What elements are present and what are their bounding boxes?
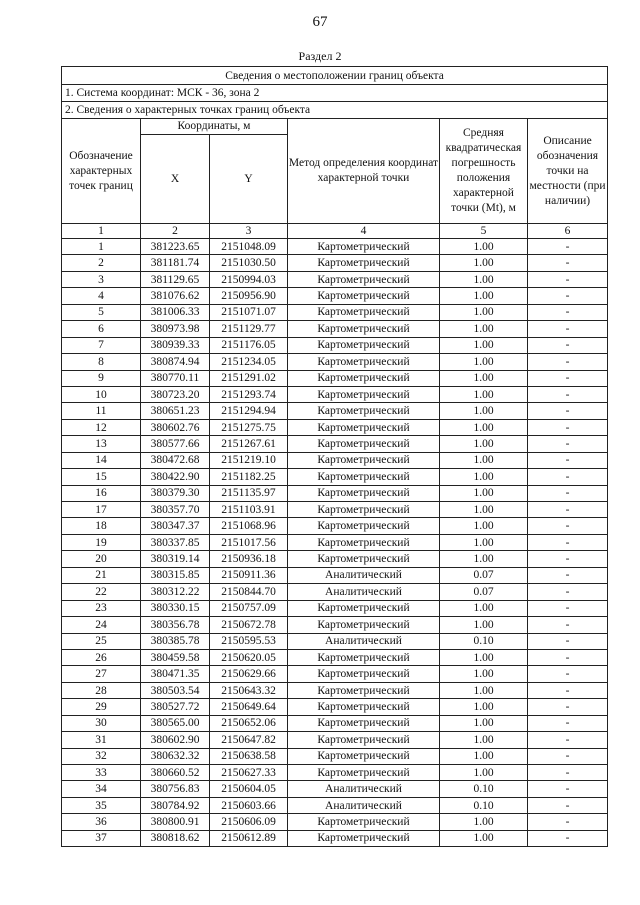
cell-description: -: [528, 600, 608, 616]
cell-point: 1: [62, 239, 141, 255]
cell-error: 1.00: [440, 617, 528, 633]
cell-method: Картометрический: [288, 699, 440, 715]
cell-error: 1.00: [440, 337, 528, 353]
table-row: [62, 469, 608, 485]
cell-point: 34: [62, 781, 141, 797]
page-number: 67: [312, 14, 328, 30]
cell-point: 35: [62, 797, 141, 813]
column-number: 6: [528, 224, 608, 239]
cell-description: -: [528, 781, 608, 797]
cell-point: 36: [62, 814, 141, 830]
cell-y: 2150757.09: [210, 600, 288, 616]
cell-method: Картометрический: [288, 452, 440, 468]
cell-method: Картометрический: [288, 403, 440, 419]
coord-system: 1. Система координат: МСК - 36, зона 2: [62, 85, 608, 102]
boundary-points-table: [61, 66, 608, 847]
cell-description: -: [528, 715, 608, 731]
cell-x: 380939.33: [141, 337, 210, 353]
cell-error: 1.00: [440, 666, 528, 682]
cell-y: 2150643.32: [210, 682, 288, 698]
cell-method: Картометрический: [288, 748, 440, 764]
cell-y: 2150911.36: [210, 567, 288, 583]
cell-y: 2150652.06: [210, 715, 288, 731]
cell-description: -: [528, 403, 608, 419]
cell-description: -: [528, 666, 608, 682]
column-number: 1: [62, 224, 141, 239]
cell-y: 2151234.05: [210, 354, 288, 370]
cell-method: Картометрический: [288, 436, 440, 452]
cell-method: Картометрический: [288, 715, 440, 731]
table-row: [62, 666, 608, 682]
header-y: Y: [210, 135, 288, 224]
table-row: [62, 765, 608, 781]
table-row: [62, 633, 608, 649]
cell-description: -: [528, 354, 608, 370]
header-error: Средняя квадратическая погрешность положения характерной точки (Mt), м: [440, 119, 528, 224]
cell-point: 7: [62, 337, 141, 353]
cell-point: 5: [62, 304, 141, 320]
cell-error: 1.00: [440, 748, 528, 764]
table-row: [62, 419, 608, 435]
cell-x: 381129.65: [141, 271, 210, 287]
cell-method: Картометрический: [288, 419, 440, 435]
cell-description: -: [528, 551, 608, 567]
cell-x: 381223.65: [141, 239, 210, 255]
cell-error: 1.00: [440, 715, 528, 731]
table-row: [62, 814, 608, 830]
cell-description: -: [528, 485, 608, 501]
table-row: [62, 370, 608, 386]
cell-x: 380874.94: [141, 354, 210, 370]
table-row: [62, 682, 608, 698]
cell-method: Картометрический: [288, 271, 440, 287]
table-row: [62, 748, 608, 764]
cell-error: 1.00: [440, 485, 528, 501]
cell-description: -: [528, 337, 608, 353]
table-row: [62, 255, 608, 271]
cell-y: 2151294.94: [210, 403, 288, 419]
cell-x: 380503.54: [141, 682, 210, 698]
cell-method: Аналитический: [288, 567, 440, 583]
cell-point: 19: [62, 534, 141, 550]
cell-x: 380565.00: [141, 715, 210, 731]
table-body: [62, 239, 608, 847]
cell-error: 0.10: [440, 781, 528, 797]
cell-y: 2151219.10: [210, 452, 288, 468]
cell-error: 0.10: [440, 797, 528, 813]
cell-y: 2151048.09: [210, 239, 288, 255]
cell-y: 2151176.05: [210, 337, 288, 353]
column-number: 3: [210, 224, 288, 239]
cell-error: 1.00: [440, 534, 528, 550]
cell-method: Картометрический: [288, 288, 440, 304]
cell-description: -: [528, 370, 608, 386]
cell-y: 2151293.74: [210, 386, 288, 402]
cell-error: 1.00: [440, 304, 528, 320]
table-row: [62, 304, 608, 320]
cell-error: 1.00: [440, 699, 528, 715]
cell-method: Картометрический: [288, 239, 440, 255]
table-row: [62, 534, 608, 550]
cell-y: 2150649.64: [210, 699, 288, 715]
cell-method: Картометрический: [288, 830, 440, 846]
cell-y: 2150994.03: [210, 271, 288, 287]
table-row: [62, 567, 608, 583]
cell-description: -: [528, 436, 608, 452]
cell-x: 381006.33: [141, 304, 210, 320]
cell-y: 2150936.18: [210, 551, 288, 567]
table-row: [62, 452, 608, 468]
cell-point: 4: [62, 288, 141, 304]
cell-x: 380818.62: [141, 830, 210, 846]
table-row: [62, 354, 608, 370]
cell-method: Картометрический: [288, 386, 440, 402]
cell-method: Аналитический: [288, 584, 440, 600]
header-coords: Координаты, м: [141, 119, 288, 135]
cell-description: -: [528, 419, 608, 435]
table-row: [62, 239, 608, 255]
table-row: [62, 600, 608, 616]
cell-error: 1.00: [440, 682, 528, 698]
cell-point: 37: [62, 830, 141, 846]
cell-point: 28: [62, 682, 141, 698]
cell-method: Картометрический: [288, 485, 440, 501]
header-description: Описание обозначения точки на местности (при наличии): [528, 119, 608, 224]
cell-method: Картометрический: [288, 617, 440, 633]
cell-error: 1.00: [440, 502, 528, 518]
column-numbers-row: [62, 224, 608, 239]
cell-y: 2150612.89: [210, 830, 288, 846]
table-row: [62, 386, 608, 402]
cell-point: 24: [62, 617, 141, 633]
cell-point: 27: [62, 666, 141, 682]
cell-description: -: [528, 567, 608, 583]
cell-x: 380800.91: [141, 814, 210, 830]
cell-method: Картометрический: [288, 666, 440, 682]
cell-x: 380356.78: [141, 617, 210, 633]
cell-description: -: [528, 534, 608, 550]
cell-description: -: [528, 255, 608, 271]
cell-x: 381076.62: [141, 288, 210, 304]
cell-error: 1.00: [440, 288, 528, 304]
table-row: [62, 649, 608, 665]
cell-point: 8: [62, 354, 141, 370]
cell-point: 15: [62, 469, 141, 485]
cell-method: Картометрический: [288, 814, 440, 830]
cell-point: 6: [62, 321, 141, 337]
cell-method: Картометрический: [288, 304, 440, 320]
cell-point: 23: [62, 600, 141, 616]
cell-y: 2151103.91: [210, 502, 288, 518]
cell-x: 380973.98: [141, 321, 210, 337]
cell-method: Аналитический: [288, 797, 440, 813]
cell-y: 2150672.78: [210, 617, 288, 633]
cell-method: Картометрический: [288, 337, 440, 353]
cell-point: 22: [62, 584, 141, 600]
cell-error: 1.00: [440, 386, 528, 402]
header-x: X: [141, 135, 210, 224]
cell-point: 12: [62, 419, 141, 435]
cell-error: 1.00: [440, 321, 528, 337]
cell-description: -: [528, 765, 608, 781]
table-subtitle: 2. Сведения о характерных точках границ объекта: [62, 102, 608, 119]
cell-description: -: [528, 649, 608, 665]
cell-method: Картометрический: [288, 649, 440, 665]
cell-y: 2150647.82: [210, 732, 288, 748]
cell-error: 1.00: [440, 354, 528, 370]
cell-point: 18: [62, 518, 141, 534]
cell-y: 2150629.66: [210, 666, 288, 682]
cell-error: 1.00: [440, 239, 528, 255]
cell-x: 380357.70: [141, 502, 210, 518]
table-row: [62, 617, 608, 633]
table-row: [62, 518, 608, 534]
table-row: [62, 436, 608, 452]
table-row: [62, 732, 608, 748]
cell-description: -: [528, 682, 608, 698]
cell-error: 1.00: [440, 814, 528, 830]
cell-error: 1.00: [440, 419, 528, 435]
cell-point: 20: [62, 551, 141, 567]
table-row: [62, 830, 608, 846]
cell-description: -: [528, 452, 608, 468]
cell-description: -: [528, 271, 608, 287]
cell-error: 1.00: [440, 649, 528, 665]
cell-y: 2151017.56: [210, 534, 288, 550]
cell-x: 380527.72: [141, 699, 210, 715]
cell-error: 1.00: [440, 732, 528, 748]
table-row: [62, 502, 608, 518]
cell-point: 9: [62, 370, 141, 386]
cell-error: 0.10: [440, 633, 528, 649]
header-method: Метод определения координат характерной точки: [288, 119, 440, 224]
cell-description: -: [528, 288, 608, 304]
cell-error: 1.00: [440, 255, 528, 271]
cell-x: 380471.35: [141, 666, 210, 682]
table-row: [62, 551, 608, 567]
cell-x: 380385.78: [141, 633, 210, 649]
cell-y: 2151267.61: [210, 436, 288, 452]
cell-x: 380660.52: [141, 765, 210, 781]
cell-point: 21: [62, 567, 141, 583]
cell-x: 380347.37: [141, 518, 210, 534]
section-title: Раздел 2: [298, 49, 342, 63]
table-title: Сведения о местоположении границ объекта: [62, 67, 608, 85]
cell-error: 1.00: [440, 765, 528, 781]
cell-y: 2151135.97: [210, 485, 288, 501]
cell-point: 3: [62, 271, 141, 287]
cell-point: 10: [62, 386, 141, 402]
cell-error: 1.00: [440, 518, 528, 534]
cell-method: Картометрический: [288, 682, 440, 698]
cell-x: 380379.30: [141, 485, 210, 501]
cell-y: 2150638.58: [210, 748, 288, 764]
cell-point: 14: [62, 452, 141, 468]
cell-error: 1.00: [440, 403, 528, 419]
cell-x: 380602.76: [141, 419, 210, 435]
cell-description: -: [528, 748, 608, 764]
cell-description: -: [528, 699, 608, 715]
cell-error: 0.07: [440, 567, 528, 583]
cell-description: -: [528, 633, 608, 649]
cell-point: 31: [62, 732, 141, 748]
cell-method: Картометрический: [288, 765, 440, 781]
cell-description: -: [528, 797, 608, 813]
cell-description: -: [528, 239, 608, 255]
cell-x: 380723.20: [141, 386, 210, 402]
column-number: 2: [141, 224, 210, 239]
cell-method: Картометрический: [288, 354, 440, 370]
cell-method: Картометрический: [288, 534, 440, 550]
cell-y: 2151071.07: [210, 304, 288, 320]
cell-y: 2151182.25: [210, 469, 288, 485]
cell-method: Картометрический: [288, 502, 440, 518]
cell-point: 30: [62, 715, 141, 731]
cell-x: 381181.74: [141, 255, 210, 271]
cell-method: Аналитический: [288, 781, 440, 797]
cell-method: Картометрический: [288, 518, 440, 534]
cell-method: Картометрический: [288, 600, 440, 616]
cell-description: -: [528, 617, 608, 633]
cell-point: 17: [62, 502, 141, 518]
cell-error: 0.07: [440, 584, 528, 600]
cell-method: Картометрический: [288, 551, 440, 567]
cell-point: 29: [62, 699, 141, 715]
cell-x: 380472.68: [141, 452, 210, 468]
cell-x: 380319.14: [141, 551, 210, 567]
cell-description: -: [528, 386, 608, 402]
cell-x: 380312.22: [141, 584, 210, 600]
cell-error: 1.00: [440, 271, 528, 287]
table-row: [62, 781, 608, 797]
cell-x: 380632.32: [141, 748, 210, 764]
table-row: [62, 288, 608, 304]
column-number: 4: [288, 224, 440, 239]
cell-y: 2150606.09: [210, 814, 288, 830]
cell-x: 380330.15: [141, 600, 210, 616]
table-row: [62, 699, 608, 715]
table-row: [62, 337, 608, 353]
cell-x: 380770.11: [141, 370, 210, 386]
cell-y: 2150595.53: [210, 633, 288, 649]
cell-y: 2151129.77: [210, 321, 288, 337]
header-point: Обозначение характерных точек границ: [62, 119, 141, 224]
cell-description: -: [528, 518, 608, 534]
cell-method: Картометрический: [288, 469, 440, 485]
cell-description: -: [528, 502, 608, 518]
cell-x: 380784.92: [141, 797, 210, 813]
cell-y: 2150627.33: [210, 765, 288, 781]
cell-x: 380651.23: [141, 403, 210, 419]
cell-error: 1.00: [440, 370, 528, 386]
cell-point: 2: [62, 255, 141, 271]
cell-description: -: [528, 814, 608, 830]
cell-error: 1.00: [440, 452, 528, 468]
cell-point: 32: [62, 748, 141, 764]
cell-point: 11: [62, 403, 141, 419]
cell-method: Картометрический: [288, 255, 440, 271]
table-row: [62, 715, 608, 731]
cell-error: 1.00: [440, 469, 528, 485]
cell-x: 380756.83: [141, 781, 210, 797]
cell-y: 2150604.05: [210, 781, 288, 797]
cell-error: 1.00: [440, 436, 528, 452]
cell-x: 380337.85: [141, 534, 210, 550]
cell-x: 380422.90: [141, 469, 210, 485]
cell-y: 2151291.02: [210, 370, 288, 386]
cell-point: 26: [62, 649, 141, 665]
cell-error: 1.00: [440, 830, 528, 846]
cell-y: 2151030.50: [210, 255, 288, 271]
cell-y: 2150620.05: [210, 649, 288, 665]
table-row: [62, 271, 608, 287]
table-row: [62, 584, 608, 600]
cell-x: 380459.58: [141, 649, 210, 665]
cell-description: -: [528, 830, 608, 846]
cell-error: 1.00: [440, 551, 528, 567]
table-row: [62, 403, 608, 419]
cell-error: 1.00: [440, 600, 528, 616]
cell-point: 25: [62, 633, 141, 649]
cell-method: Картометрический: [288, 321, 440, 337]
cell-point: 33: [62, 765, 141, 781]
cell-y: 2151068.96: [210, 518, 288, 534]
cell-description: -: [528, 321, 608, 337]
cell-description: -: [528, 304, 608, 320]
table-row: [62, 321, 608, 337]
cell-y: 2150956.90: [210, 288, 288, 304]
cell-x: 380577.66: [141, 436, 210, 452]
column-number: 5: [440, 224, 528, 239]
cell-method: Картометрический: [288, 732, 440, 748]
cell-method: Аналитический: [288, 633, 440, 649]
cell-description: -: [528, 732, 608, 748]
cell-description: -: [528, 584, 608, 600]
cell-point: 16: [62, 485, 141, 501]
cell-method: Картометрический: [288, 370, 440, 386]
cell-point: 13: [62, 436, 141, 452]
table-row: [62, 797, 608, 813]
table-row: [62, 485, 608, 501]
cell-y: 2150603.66: [210, 797, 288, 813]
cell-y: 2151275.75: [210, 419, 288, 435]
cell-y: 2150844.70: [210, 584, 288, 600]
cell-x: 380315.85: [141, 567, 210, 583]
cell-description: -: [528, 469, 608, 485]
cell-x: 380602.90: [141, 732, 210, 748]
